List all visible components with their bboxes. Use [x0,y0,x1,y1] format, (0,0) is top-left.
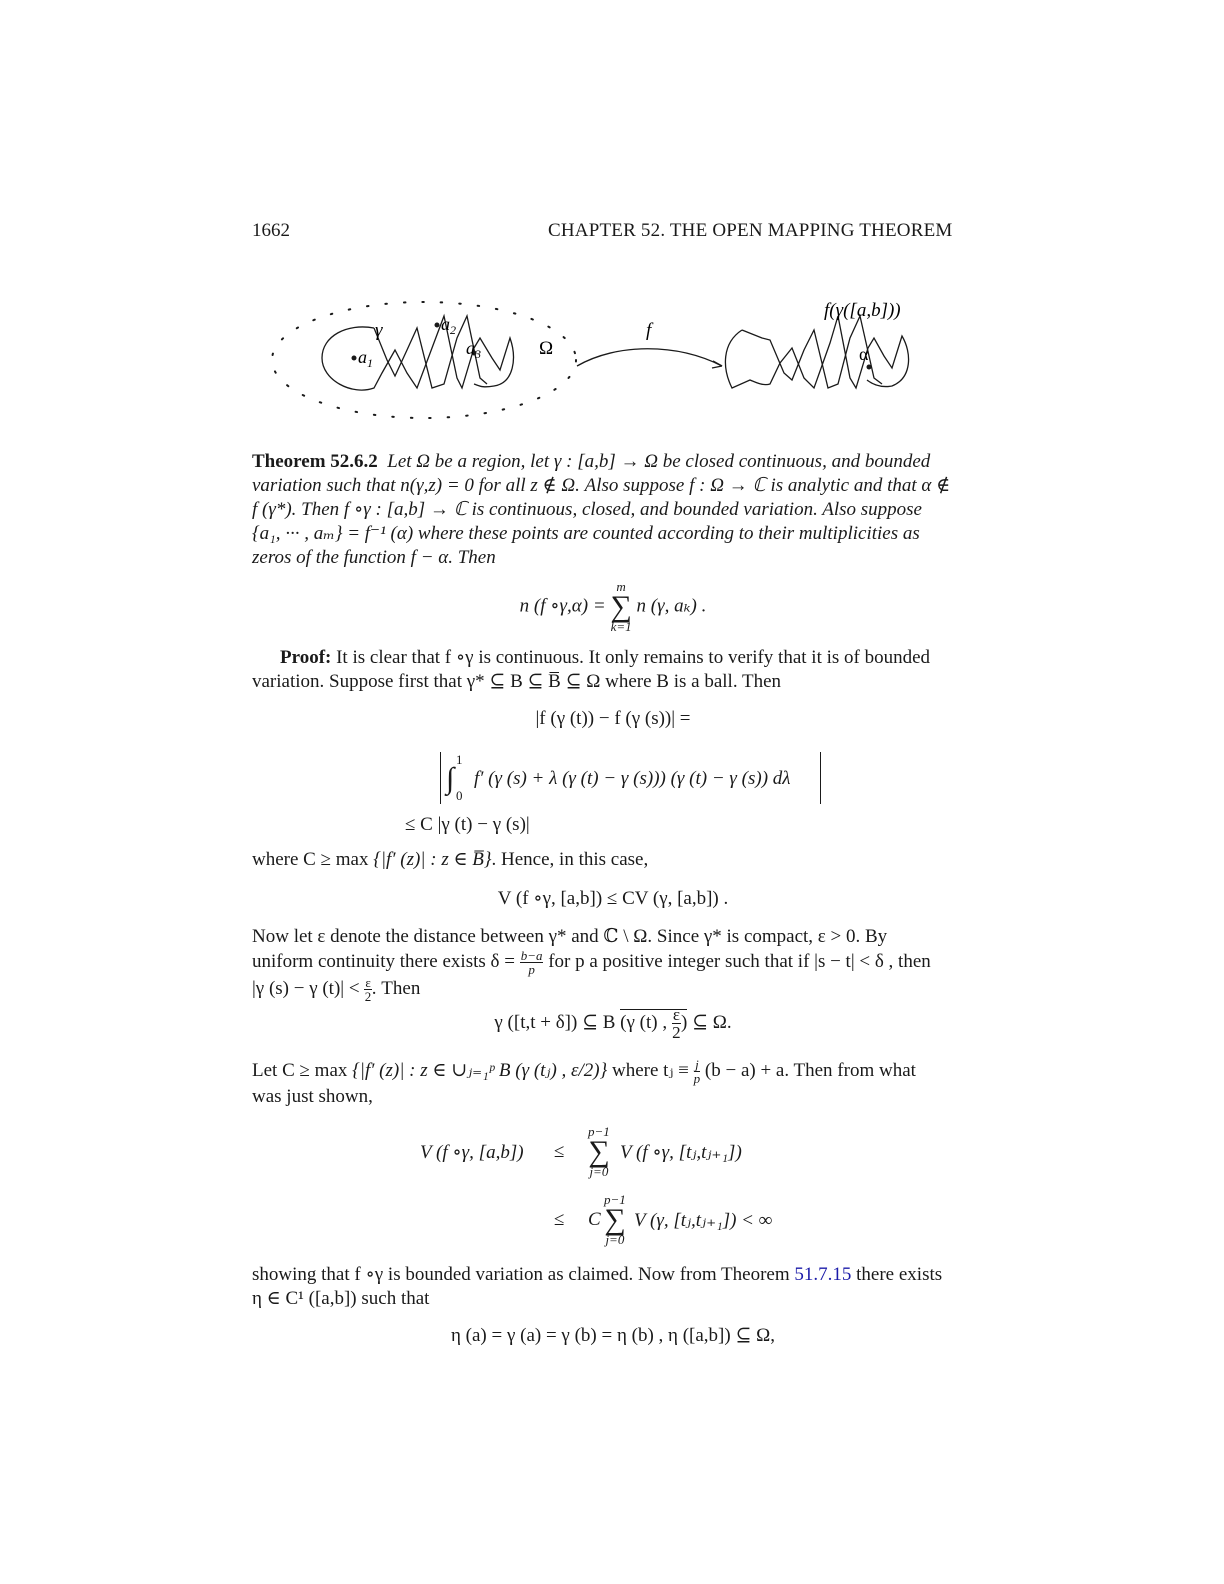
figure-open-mapping [252,288,974,428]
equation-integral: ∫ 1 0 f′ (γ (s) + λ (γ (t) − γ (s))) (γ (t) − γ (s)) dλ [440,752,980,810]
where-C-line: where C ≥ max {|f′ (z)| : z ∈ B̅}. Hence, in this case, [252,849,649,870]
svg-text:a2: $a_2$ [441,314,456,337]
theorem-line-5: zeros of the function f − α. Then [252,547,496,568]
label-a3: a [466,338,475,358]
image-curve-f-gamma [725,316,908,388]
proof-label: Proof: [280,647,332,668]
theorem-reference-link[interactable]: 51.7.15 [794,1264,852,1285]
equation-bound: ≤ C |γ (t) − γ (s)| [405,814,530,835]
proof-paragraph-3: Let C ≥ max {|f′ (z)| : z ∈ ∪ⱼ₌₁ᵖ B (γ (tⱼ) , ε/2)} where tⱼ ≡ $\frac{j}{p}$ (b − a) + a. Then from what was just shown, [252,1057,916,1107]
point-alpha [867,365,872,370]
label-alpha: α [859,344,869,364]
equation-ball-containment: γ ([t,t + δ]) ⊆ B (γ (t) , $\frac{\varepsilon}{2}$ ) ⊆ Ω. [494,1005,732,1042]
theorem-block [252,450,974,570]
equation-variation-sum: V (f ∘γ, [a,b]) ≤ p−1 ∑ j=0 V (f ∘γ, [tⱼ,tⱼ₊₁]) ≤ C p−1 ∑ j=0 V (γ, [tⱼ,tⱼ₊₁]) < ∞ [420,1124,773,1247]
proof-paragraph-4: showing that f ∘γ is bounded variation as claimed. Now from Theorem 51.7.15 there exists η ∈ C¹ ([a,b]) such that [252,1264,943,1309]
curve-gamma [322,316,513,390]
arrow-f [577,349,722,366]
chapter-title: CHAPTER 52. THE OPEN MAPPING THEOREM [548,220,953,241]
svg-text:a1: $a_1$ [358,347,373,370]
label-a2: a [441,314,450,334]
equation-variation-bound: V (f ∘γ, [a,b]) ≤ CV (γ, [a,b]) . [497,888,729,909]
theorem-line-2: variation such that n(γ,z) = 0 for all z ∉ Ω. Also suppose f : Ω → ℂ is analytic and that α ∉ [252,475,951,496]
point-a2 [435,323,440,328]
region-omega-dotted-boundary [272,302,576,418]
page-number: 1662 [252,220,290,241]
theorem-number: Theorem 52.6.2 [252,451,378,472]
svg-text:a3: $a_3$ [466,338,481,361]
label-a1: a [358,347,367,367]
label-omega: Ω [539,338,554,359]
theorem-line-1: Let Ω be a region, let γ : [a,b] → Ω be closed continuous, and bounded [387,451,931,472]
proof-paragraph-2: Now let ε denote the distance between γ* and ℂ \ Ω. Since γ* is compact, ε > 0. By uniform continuity there exists δ = $\frac{b-a}{p}$ for p a positive integer such that if |s − t| < δ , then |γ (s) − γ (t)| < $\frac{\varepsilon}{2}$ . Then [252,926,931,1004]
equation-diff: |f (γ (t)) − f (γ (s))| = [535,708,691,729]
equation-winding: n (f ∘γ,α) = m ∑ k=1 n (γ, aₖ) . [519,579,707,634]
theorem-line-4: {a₁, ··· , aₘ} = f⁻¹ (α) where these points are counted according to their multiplicities as [252,523,920,544]
proof-paragraph-1: Proof: It is clear that f ∘γ is continuous. It only remains to verify that it is of bounded variation. Suppose first that γ* ⊆ B ⊆ B̅ ⊆ Ω where B is a ball. Then [252,647,931,692]
theorem-line-3: f (γ*). Then f ∘γ : [a,b] → ℂ is continuous, closed, and bounded variation. Also suppose [252,499,922,520]
label-gamma: γ [375,320,383,341]
label-f: f [646,320,652,341]
label-image: f(γ([a,b])) [824,300,901,321]
equation-eta: η (a) = γ (a) = γ (b) = η (b) , η ([a,b]) ⊆ Ω, [450,1325,775,1346]
point-a1 [352,356,357,361]
